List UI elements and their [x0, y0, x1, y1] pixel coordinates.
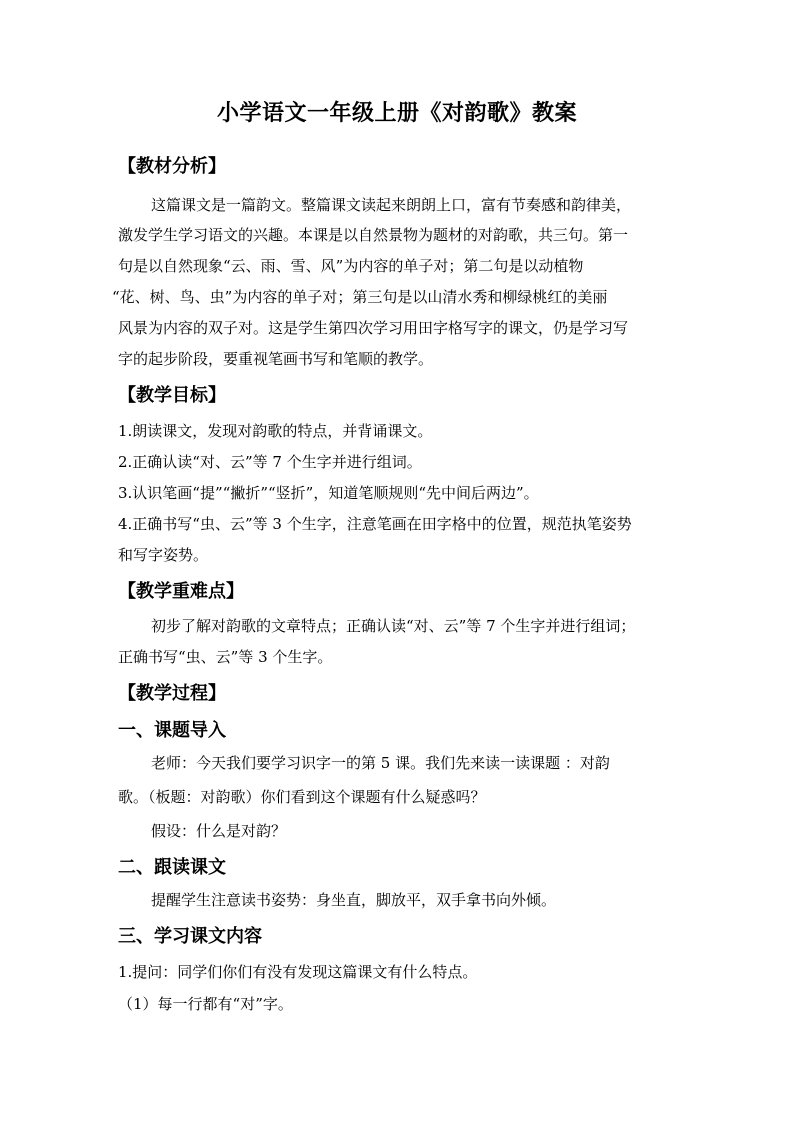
- paragraph-line: 激发学生学习语文的兴趣。本课是以自然景物为题材的对韵歌，共三句。第一: [118, 226, 629, 244]
- page-title: 小学语文一年级上册《对韵歌》教案: [216, 100, 577, 126]
- list-item: （1）每一行都有“对”字。: [118, 995, 293, 1013]
- paragraph-line: 字的起步阶段，要重视笔画书写和笔顺的教学。: [118, 350, 434, 368]
- paragraph-line: 提醒学生注意读书姿势：身坐直，脚放平，双手拿书向外倾。: [151, 891, 557, 909]
- section-heading-analysis: 【教材分析】: [118, 156, 226, 177]
- subheading-follow-reading: 二、跟读课文: [118, 857, 226, 878]
- section-heading-process: 【教学过程】: [118, 683, 226, 704]
- subheading-learn-content: 三、学习课文内容: [118, 926, 262, 947]
- paragraph-line: 假设：什么是对韵？: [151, 822, 287, 840]
- paragraph-line: 这篇课文是一篇韵文。整篇课文读起来朗朗上口，富有节奏感和韵律美，: [151, 196, 632, 214]
- list-item: 4.正确书写“虫、云”等 3 个生字，注意笔画在田字格中的位置，规范执笔姿势: [118, 515, 632, 533]
- paragraph-line: 风景为内容的双子对。这是学生第四次学习用田字格写字的课文，仍是学习写: [118, 319, 629, 337]
- section-heading-goals: 【教学目标】: [118, 385, 226, 406]
- list-item: 2.正确认读“对、云”等 7 个生字并进行组词。: [118, 453, 422, 471]
- section-heading-key-points: 【教学重难点】: [118, 581, 244, 602]
- paragraph-line: 老师：今天我们要学习识字一的第 5 课。我们先来读一读课题 ：对韵: [151, 754, 610, 772]
- paragraph-line: 初步了解对韵歌的文章特点；正确认读“对、云”等 7 个生字并进行组词；: [151, 617, 636, 635]
- list-item: 1.提问：同学们你们有没有发现这篇课文有什么特点。: [118, 963, 478, 981]
- list-item: 和写字姿势。: [118, 546, 209, 564]
- paragraph-line: “花、树、鸟、虫”为内容的单子对；第三句是以山清水秀和柳绿桃红的美丽: [112, 288, 608, 306]
- list-item: 1.朗读课文，发现对韵歌的特点，并背诵课文。: [118, 422, 433, 440]
- paragraph-line: 正确书写“虫、云”等 3 个生字。: [118, 648, 333, 666]
- list-item: 3.认识笔画“提”“撇折”“竖折”，知道笔顺规则“先中间后两边”。: [118, 484, 539, 502]
- paragraph-line: 歌。（板题：对韵歌）你们看到这个课题有什么疑惑吗？: [118, 788, 486, 806]
- paragraph-line: 句是以自然现象“云、雨、雪、风”为内容的单子对；第二句是以动植物: [118, 257, 584, 275]
- subheading-intro: 一、课题导入: [118, 720, 226, 741]
